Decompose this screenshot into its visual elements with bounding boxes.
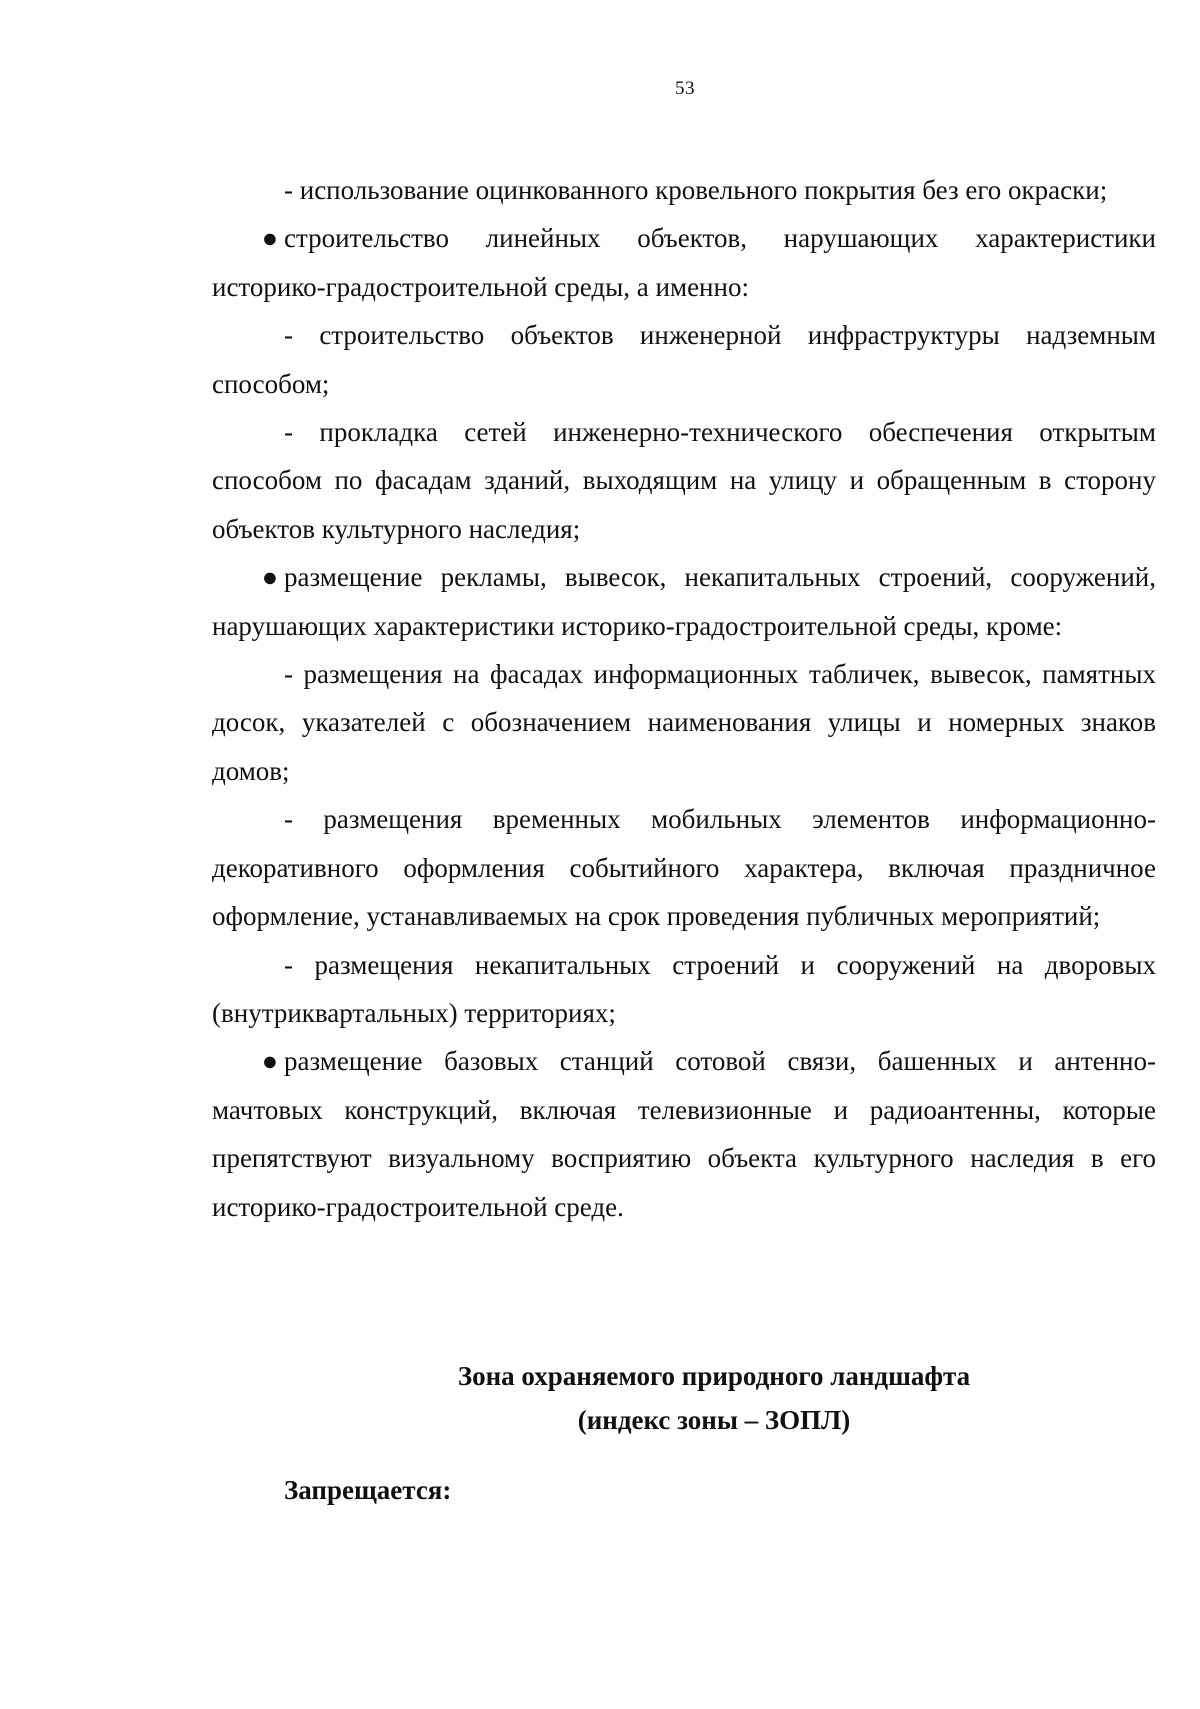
paragraph-text: - прокладка сетей инженерно-технического обеспечения открытым способом по фасадам зданий, выходящим на улицу и обращенным в сторону объектов культурного наследия;	[212, 417, 1156, 544]
section-heading-line-2: (индекс зоны – ЗОПЛ)	[577, 1405, 851, 1435]
bullet-icon: ●	[261, 562, 278, 593]
bullet-advertising	[212, 553, 1156, 650]
section-heading	[444, 1354, 984, 1442]
paragraph-courtyard-structures	[212, 941, 1156, 1038]
bullet-linear-objects	[212, 214, 1156, 311]
paragraph-text: - размещения на фасадах информационных табличек, вывесок, памятных досок, указателей с обозначением наименования улицы и номерных знаков домов;	[212, 659, 1156, 786]
bullet-icon: ●	[261, 223, 278, 254]
paragraph-text: - строительство объектов инженерной инфраструктуры надземным способом;	[212, 320, 1156, 399]
paragraph-text: строительство линейных объектов, нарушающих характеристики историко-градостроительной среды, а именно:	[212, 223, 1156, 302]
paragraph-text: размещение рекламы, вывесок, некапитальных строений, сооружений, нарушающих характеристики историко-градостроительной среды, кроме:	[212, 562, 1156, 641]
paragraph-facade-plates	[212, 650, 1156, 795]
section-heading-line-1: Зона охраняемого природного ландшафта	[457, 1361, 971, 1391]
document-body	[212, 166, 1156, 1231]
prohibited-label: Запрещается:	[284, 1475, 452, 1505]
paragraph-temporary-elements	[212, 795, 1156, 940]
paragraph-above-ground	[212, 311, 1156, 408]
paragraph-text: - размещения некапитальных строений и сооружений на дворовых (внутриквартальных) территориях;	[212, 949, 1156, 1028]
paragraph-text: размещение базовых станций сотовой связи, башенных и антенно-мачтовых конструкций, включая телевизионные и радиоантенны, которые препятствуют визуальному восприятию объекта культурного наследия в его историко-градостроительной среде.	[212, 1046, 1156, 1222]
bullet-icon: ●	[261, 1046, 278, 1077]
paragraph-open-networks	[212, 408, 1156, 553]
bullet-base-stations	[212, 1037, 1156, 1231]
paragraph-zinc-roofing	[212, 166, 1156, 214]
paragraph-text: - использование оцинкованного кровельного покрытия без его окраски;	[284, 175, 1108, 205]
paragraph-text: - размещения временных мобильных элементов информационно-декоративного оформления событийного характера, включая праздничное оформление, устанавливаемых на срок проведения публичных мероприятий;	[212, 804, 1156, 932]
page-number: 53	[675, 78, 695, 99]
